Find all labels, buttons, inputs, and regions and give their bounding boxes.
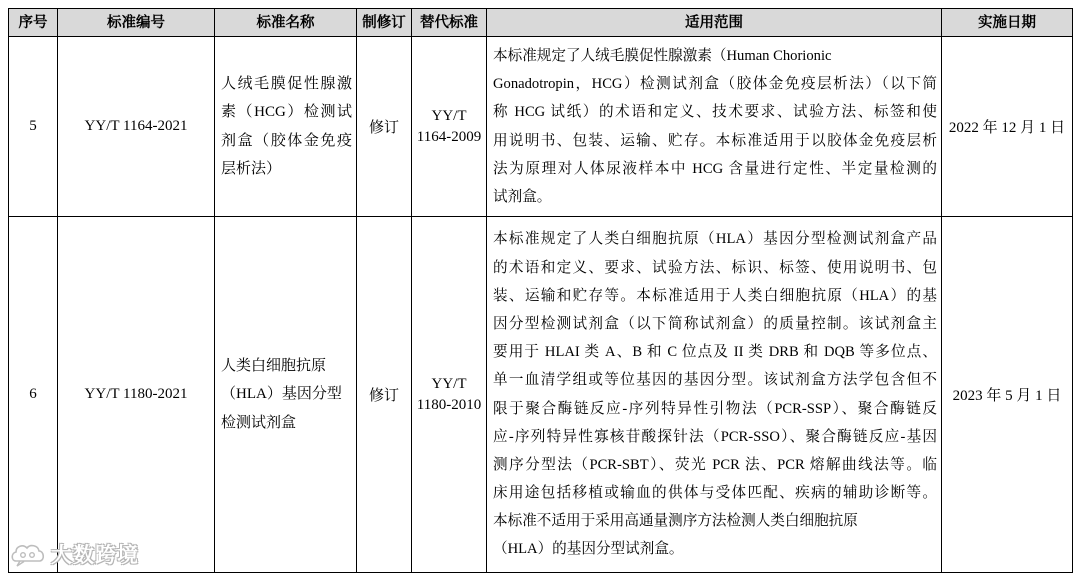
cell-standard-code: YY/T 1164-2021 <box>58 37 215 217</box>
scope-line: 装、运输和贮存等。本标准适用于人类白细胞抗原（HLA）的基 <box>493 287 937 304</box>
cell-effective-date: 2022 年 12 月 1 日 <box>942 37 1073 217</box>
table-row <box>9 217 1073 573</box>
scope-line: 单一血清学组或等位基因的基因分型。该试剂盒方法学包含但不 <box>493 372 937 389</box>
scope-line: 本标准不适用于采用高通量测序方法检测人类白细胞抗原 <box>493 513 858 530</box>
header-revision-type: 制修订 <box>357 9 412 37</box>
cell-standard-code: YY/T 1180-2021 <box>58 217 215 573</box>
standard-name-line: 剂盒（胶体金免疫 <box>221 132 352 149</box>
scope-line: 试剂盒。 <box>493 188 552 205</box>
cell-scope <box>487 37 942 217</box>
scope-line: 用说明书、包装、运输、贮存。本标准适用于以胶体金免疫层析 <box>493 132 937 149</box>
header-effective-date: 实施日期 <box>942 9 1073 37</box>
scope-line: 限于聚合酶链反应-序列特异性引物法（PCR-SSP）、聚合酶链反 <box>493 400 937 417</box>
watermark-text: 大数跨境 <box>51 543 139 567</box>
scope-line: 床用途包括移植或输血的供体与受体匹配、疾病的辅助诊断等。 <box>493 485 937 502</box>
header-serial-number: 序号 <box>9 9 58 37</box>
cell-effective-date: 2023 年 5 月 1 日 <box>942 217 1073 573</box>
header-standard-name: 标准名称 <box>215 9 357 37</box>
scope-line: 本标准规定了人绒毛膜促性腺激素（Human Chorionic <box>493 47 832 64</box>
cell-standard-name <box>215 37 357 217</box>
standard-name-line: 人类白细胞抗原 <box>221 358 327 375</box>
cell-replaced-standard: YY/T 1164-2009 <box>412 37 487 217</box>
standard-name-line: 素（HCG）检测试 <box>221 104 352 121</box>
scope-line: 因分型检测试剂盒（以下简称试剂盒）的质量控制。该试剂盒主 <box>493 315 937 332</box>
scope-line: 称 HCG 试纸）的术语和定义、技术要求、试验方法、标签和使 <box>493 104 937 121</box>
header-standard-code: 标准编号 <box>58 9 215 37</box>
scope-line: 本标准规定了人类白细胞抗原（HLA）基因分型检测试剂盒产品 <box>493 231 937 248</box>
scope-line: 应-序列特异性寡核苷酸探针法（PCR-SSO）、聚合酶链反应-基因 <box>493 428 937 445</box>
scope-line: （HLA）的基因分型试剂盒。 <box>493 541 684 558</box>
cell-revision-type: 修订 <box>357 37 412 217</box>
standards-table <box>8 8 1073 573</box>
cell-standard-name <box>215 217 357 573</box>
cell-replaced-standard: YY/T 1180-2010 <box>412 217 487 573</box>
scope-line: 的术语和定义、要求、试验方法、标识、标签、使用说明书、包 <box>493 259 937 276</box>
cell-scope <box>487 217 942 573</box>
header-replaced-standard: 替代标准 <box>412 9 487 37</box>
standard-name-line: （HLA）基因分型 <box>221 386 342 403</box>
table-row <box>9 37 1073 217</box>
standard-name-line: 人绒毛膜促性腺激 <box>221 76 352 93</box>
scope-line: 测序分型法（PCR-SBT）、荧光 PCR 法、PCR 熔解曲线法等。临 <box>493 456 937 473</box>
standard-name-line: 层析法） <box>221 160 282 177</box>
standard-name-line: 检测试剂盒 <box>221 414 297 431</box>
scope-line: Gonadotropin，HCG）检测试剂盒（胶体金免疫层析法）（以下简 <box>493 76 937 93</box>
scope-line: 要用于 HLAI 类 A、B 和 C 位点及 II 类 DRB 和 DQB 等多位点、 <box>493 344 937 361</box>
cell-serial-number: 6 <box>9 217 58 573</box>
scope-line: 法为原理对人体尿液样本中 HCG 含量进行定性、半定量检测的 <box>493 160 937 177</box>
header-scope: 适用范围 <box>487 9 942 37</box>
cell-revision-type: 修订 <box>357 217 412 573</box>
header-row <box>9 9 1073 37</box>
cell-serial-number: 5 <box>9 37 58 217</box>
